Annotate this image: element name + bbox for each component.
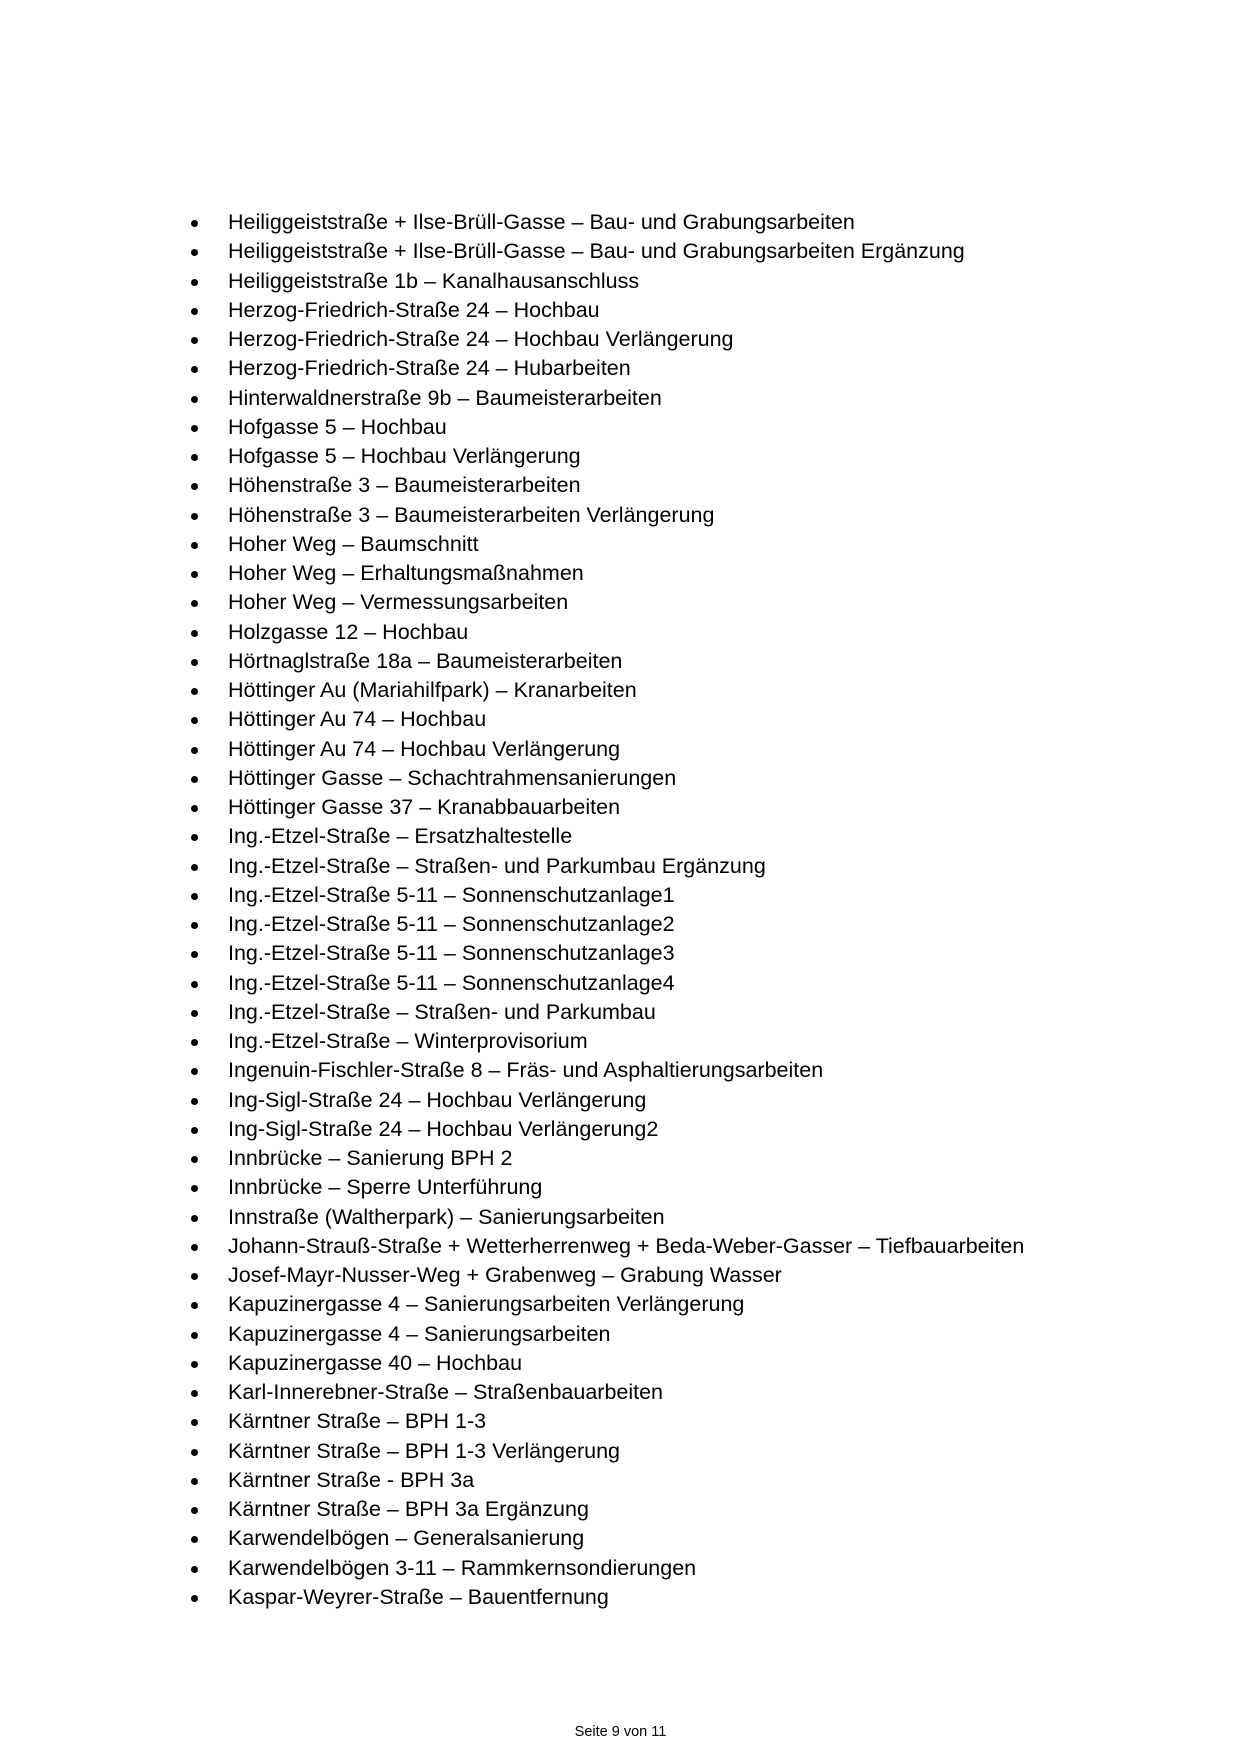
list-item: [0, 1583, 1241, 1612]
list-item: [0, 1173, 1241, 1202]
list-item-text: Kapuzinergasse 40 – Hochbau: [228, 1350, 523, 1375]
bullet-icon: [191, 1419, 198, 1426]
bullet-icon: [191, 1185, 198, 1192]
list-item: [0, 1290, 1241, 1319]
list-item: [0, 530, 1241, 559]
bullet-icon: [191, 951, 198, 958]
bullet-icon: [191, 1507, 198, 1514]
bullet-icon: [191, 396, 198, 403]
list-item: [0, 1407, 1241, 1436]
bullet-icon: [191, 834, 198, 841]
list-item: [0, 1437, 1241, 1466]
bullet-icon: [191, 1595, 198, 1602]
list-item: [0, 1056, 1241, 1085]
list-item: [0, 676, 1241, 705]
list-item-text: Hofgasse 5 – Hochbau: [228, 414, 447, 439]
list-item-text: Kapuzinergasse 4 – Sanierungsarbeiten: [228, 1321, 611, 1346]
list-item-text: Heiliggeiststraße + Ilse-Brüll-Gasse – Bau- und Grabungsarbeiten Ergänzung: [228, 239, 965, 264]
bullet-icon: [191, 366, 198, 373]
bullet-icon: [191, 1566, 198, 1573]
bullet-icon: [191, 1010, 198, 1017]
bullet-icon: [191, 1536, 198, 1543]
list-item: [0, 881, 1241, 910]
construction-item-list: [0, 208, 1241, 1612]
bullet-icon: [191, 1156, 198, 1163]
list-item: [0, 1027, 1241, 1056]
bullet-icon: [191, 425, 198, 432]
bullet-icon: [191, 922, 198, 929]
list-item-text: Ing-Sigl-Straße 24 – Hochbau Verlängerung2: [228, 1116, 659, 1141]
list-item-text: Ing-Sigl-Straße 24 – Hochbau Verlängerung: [228, 1087, 647, 1112]
list-item-text: Innbrücke – Sanierung BPH 2: [228, 1146, 513, 1170]
list-item-text: Hörtnaglstraße 18a – Baumeisterarbeiten: [228, 648, 623, 673]
list-item-text: Hoher Weg – Vermessungsarbeiten: [228, 590, 569, 615]
bullet-icon: [191, 337, 198, 344]
bullet-icon: [191, 893, 198, 900]
list-item-text: Karl-Innerebner-Straße – Straßenbauarbeiten: [228, 1380, 664, 1404]
list-item-text: Ing.-Etzel-Straße – Straßen- und Parkumbau Ergänzung: [228, 853, 766, 878]
list-item: [0, 618, 1241, 647]
bullet-icon: [191, 1361, 198, 1368]
bullet-icon: [191, 1244, 198, 1251]
list-item-text: Höttinger Au 74 – Hochbau: [228, 707, 487, 732]
bullet-icon: [191, 1273, 198, 1280]
document-content: [0, 208, 1241, 1612]
bullet-icon: [191, 630, 198, 637]
page-footer: Seite 9 von 11: [574, 1724, 667, 1740]
list-item: [0, 1144, 1241, 1173]
list-item-text: Herzog-Friedrich-Straße 24 – Hochbau: [228, 297, 600, 322]
list-item-text: Höttinger Gasse 37 – Kranabbauarbeiten: [228, 795, 621, 819]
list-item: [0, 998, 1241, 1027]
list-item: [0, 588, 1241, 617]
bullet-icon: [191, 220, 198, 227]
list-item: [0, 384, 1241, 413]
bullet-icon: [191, 483, 198, 490]
list-item-text: Ing.-Etzel-Straße – Winterprovisorium: [228, 1029, 588, 1053]
list-item: [0, 1466, 1241, 1495]
list-item: [0, 325, 1241, 354]
list-item-text: Kärntner Straße – BPH 1-3 Verlängerung: [228, 1438, 620, 1463]
bullet-icon: [191, 1478, 198, 1485]
list-item-text: Ingenuin-Fischler-Straße 8 – Fräs- und Asphaltierungsarbeiten: [228, 1058, 824, 1083]
list-item-text: Höttinger Au (Mariahilfpark) – Kranarbeiten: [228, 678, 637, 702]
list-item: [0, 1524, 1241, 1553]
list-item-text: Innstraße (Waltherpark) – Sanierungsarbeiten: [228, 1204, 665, 1229]
list-item-text: Holzgasse 12 – Hochbau: [228, 619, 469, 644]
list-item: [0, 354, 1241, 383]
list-item-text: Herzog-Friedrich-Straße 24 – Hochbau Verlängerung: [228, 327, 734, 351]
list-item-text: Heiliggeiststraße 1b – Kanalhausanschluss: [228, 268, 640, 293]
list-item: [0, 413, 1241, 442]
bullet-icon: [191, 981, 198, 988]
bullet-icon: [191, 864, 198, 871]
bullet-icon: [191, 1039, 198, 1046]
list-item-text: Ing.-Etzel-Straße 5-11 – Sonnenschutzanlage2: [228, 912, 675, 936]
list-item-text: Ing.-Etzel-Straße 5-11 – Sonnenschutzanlage1: [228, 882, 675, 907]
list-item: [0, 267, 1241, 296]
list-item-text: Karwendelbögen 3-11 – Rammkernsondierungen: [228, 1555, 697, 1580]
bullet-icon: [191, 571, 198, 578]
bullet-icon: [191, 308, 198, 315]
list-item-text: Herzog-Friedrich-Straße 24 – Hubarbeiten: [228, 356, 631, 381]
list-item-text: Höttinger Au 74 – Hochbau Verlängerung: [228, 736, 621, 761]
list-item: [0, 1495, 1241, 1524]
bullet-icon: [191, 776, 198, 783]
list-item-text: Johann-Strauß-Straße + Wetterherrenweg + Beda-Weber-Gasser – Tiefbauarbeiten: [228, 1233, 1025, 1258]
list-item: [0, 1232, 1241, 1261]
list-item-text: Karwendelbögen – Generalsanierung: [228, 1526, 585, 1551]
list-item-text: Kärntner Straße - BPH 3a: [228, 1467, 475, 1492]
list-item-text: Kärntner Straße – BPH 3a Ergänzung: [228, 1497, 589, 1521]
list-item: [0, 793, 1241, 822]
bullet-icon: [191, 1215, 198, 1222]
list-item-text: Ing.-Etzel-Straße – Ersatzhaltestelle: [228, 824, 573, 849]
list-item: [0, 1378, 1241, 1407]
list-item-text: Höttinger Gasse – Schachtrahmensanierungen: [228, 765, 677, 790]
list-item: [0, 852, 1241, 881]
list-item-text: Heiliggeiststraße + Ilse-Brüll-Gasse – Bau- und Grabungsarbeiten: [228, 210, 855, 234]
list-item: [0, 1203, 1241, 1232]
list-item-text: Höhenstraße 3 – Baumeisterarbeiten: [228, 473, 581, 498]
bullet-icon: [191, 659, 198, 666]
list-item: [0, 1261, 1241, 1290]
list-item: [0, 735, 1241, 764]
list-item: [0, 1086, 1241, 1115]
list-item: [0, 442, 1241, 471]
bullet-icon: [191, 1098, 198, 1105]
list-item-text: Kärntner Straße – BPH 1-3: [228, 1409, 487, 1434]
bullet-icon: [191, 1127, 198, 1134]
list-item: [0, 237, 1241, 266]
list-item-text: Josef-Mayr-Nusser-Weg + Grabenweg – Grabung Wasser: [228, 1263, 782, 1287]
list-item: [0, 296, 1241, 325]
bullet-icon: [191, 1302, 198, 1309]
list-item-text: Innbrücke – Sperre Unterführung: [228, 1175, 543, 1200]
list-item: [0, 1554, 1241, 1583]
bullet-icon: [191, 1068, 198, 1075]
list-item-text: Ing.-Etzel-Straße 5-11 – Sonnenschutzanlage3: [228, 941, 675, 966]
list-item-text: Ing.-Etzel-Straße – Straßen- und Parkumbau: [228, 999, 656, 1024]
list-item-text: Hoher Weg – Erhaltungsmaßnahmen: [228, 561, 584, 585]
bullet-icon: [191, 542, 198, 549]
list-item: [0, 501, 1241, 530]
bullet-icon: [191, 513, 198, 520]
list-item: [0, 647, 1241, 676]
list-item-text: Hoher Weg – Baumschnitt: [228, 531, 479, 556]
list-item: [0, 1320, 1241, 1349]
bullet-icon: [191, 279, 198, 286]
list-item-text: Höhenstraße 3 – Baumeisterarbeiten Verlängerung: [228, 502, 715, 527]
list-item: [0, 822, 1241, 851]
bullet-icon: [191, 1390, 198, 1397]
list-item: [0, 1115, 1241, 1144]
list-item: [0, 208, 1241, 237]
bullet-icon: [191, 249, 198, 256]
list-item: [0, 705, 1241, 734]
bullet-icon: [191, 747, 198, 754]
list-item-text: Kapuzinergasse 4 – Sanierungsarbeiten Verlängerung: [228, 1292, 745, 1317]
list-item-text: Kaspar-Weyrer-Straße – Bauentfernung: [228, 1584, 609, 1609]
list-item-text: Hofgasse 5 – Hochbau Verlängerung: [228, 444, 581, 468]
list-item: [0, 910, 1241, 939]
list-item: [0, 559, 1241, 588]
list-item: [0, 939, 1241, 968]
list-item: [0, 764, 1241, 793]
bullet-icon: [191, 805, 198, 812]
list-item: [0, 471, 1241, 500]
list-item: [0, 969, 1241, 998]
list-item: [0, 1349, 1241, 1378]
list-item-text: Ing.-Etzel-Straße 5-11 – Sonnenschutzanlage4: [228, 970, 675, 995]
bullet-icon: [191, 1449, 198, 1456]
bullet-icon: [191, 688, 198, 695]
bullet-icon: [191, 454, 198, 461]
list-item-text: Hinterwaldnerstraße 9b – Baumeisterarbeiten: [228, 385, 662, 410]
bullet-icon: [191, 1332, 198, 1339]
bullet-icon: [191, 717, 198, 724]
bullet-icon: [191, 600, 198, 607]
